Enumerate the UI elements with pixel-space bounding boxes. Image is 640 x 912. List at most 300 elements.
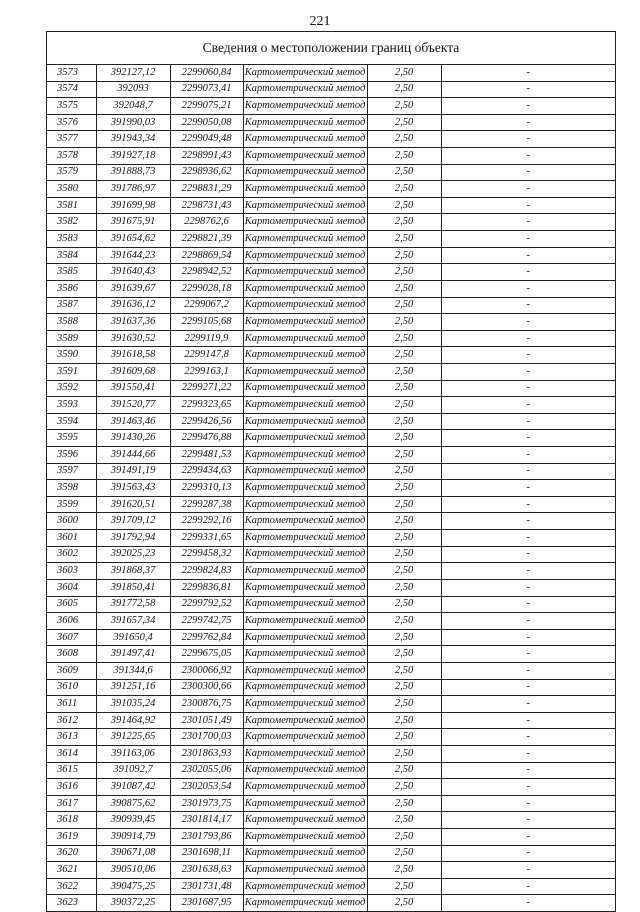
method-cell: Картометрический метод bbox=[243, 795, 367, 812]
description-cell: - bbox=[441, 264, 615, 281]
y-coordinate-cell: 2299028,18 bbox=[170, 280, 243, 297]
description-cell: - bbox=[441, 280, 615, 297]
table-row bbox=[47, 696, 615, 713]
description-cell: - bbox=[441, 662, 615, 679]
description-cell: - bbox=[441, 795, 615, 812]
description-cell: - bbox=[441, 330, 615, 347]
accuracy-cell: 2,50 bbox=[367, 297, 441, 314]
point-number-cell: 3582 bbox=[47, 214, 96, 231]
x-coordinate-cell: 391225,65 bbox=[96, 729, 170, 746]
x-coordinate-cell: 391520,77 bbox=[96, 397, 170, 414]
table-row bbox=[47, 530, 615, 547]
description-cell: - bbox=[441, 164, 615, 181]
method-cell: Картометрический метод bbox=[243, 280, 367, 297]
y-coordinate-cell: 2300300,66 bbox=[170, 679, 243, 696]
method-cell: Картометрический метод bbox=[243, 330, 367, 347]
x-coordinate-cell: 391463,46 bbox=[96, 413, 170, 430]
y-coordinate-cell: 2299476,88 bbox=[170, 430, 243, 447]
y-coordinate-cell: 2299310,13 bbox=[170, 480, 243, 497]
accuracy-cell: 2,50 bbox=[367, 679, 441, 696]
accuracy-cell: 2,50 bbox=[367, 330, 441, 347]
point-number-cell: 3594 bbox=[47, 413, 96, 430]
table-row bbox=[47, 662, 615, 679]
point-number-cell: 3605 bbox=[47, 596, 96, 613]
table-row bbox=[47, 745, 615, 762]
method-cell: Картометрический метод bbox=[243, 613, 367, 630]
method-cell: Картометрический метод bbox=[243, 430, 367, 447]
accuracy-cell: 2,50 bbox=[367, 696, 441, 713]
y-coordinate-cell: 2299049,48 bbox=[170, 131, 243, 148]
description-cell: - bbox=[441, 546, 615, 563]
accuracy-cell: 2,50 bbox=[367, 629, 441, 646]
method-cell: Картометрический метод bbox=[243, 297, 367, 314]
y-coordinate-cell: 2301863,93 bbox=[170, 745, 243, 762]
x-coordinate-cell: 391650,4 bbox=[96, 629, 170, 646]
table-row bbox=[47, 679, 615, 696]
y-coordinate-cell: 2299426,56 bbox=[170, 413, 243, 430]
accuracy-cell: 2,50 bbox=[367, 397, 441, 414]
point-number-cell: 3591 bbox=[47, 363, 96, 380]
x-coordinate-cell: 391444,66 bbox=[96, 447, 170, 464]
method-cell: Картометрический метод bbox=[243, 65, 367, 81]
method-cell: Картометрический метод bbox=[243, 81, 367, 98]
table-row bbox=[47, 845, 615, 862]
coordinates-table-body bbox=[47, 65, 615, 912]
method-cell: Картометрический метод bbox=[243, 380, 367, 397]
x-coordinate-cell: 390372,25 bbox=[96, 895, 170, 912]
description-cell: - bbox=[441, 314, 615, 331]
method-cell: Картометрический метод bbox=[243, 712, 367, 729]
accuracy-cell: 2,50 bbox=[367, 197, 441, 214]
table-row bbox=[47, 280, 615, 297]
y-coordinate-cell: 2299271,22 bbox=[170, 380, 243, 397]
point-number-cell: 3580 bbox=[47, 181, 96, 198]
description-cell: - bbox=[441, 895, 615, 912]
description-cell: - bbox=[441, 430, 615, 447]
description-cell: - bbox=[441, 712, 615, 729]
method-cell: Картометрический метод bbox=[243, 878, 367, 895]
y-coordinate-cell: 2299331,65 bbox=[170, 530, 243, 547]
y-coordinate-cell: 2302053,54 bbox=[170, 779, 243, 796]
table-row bbox=[47, 878, 615, 895]
x-coordinate-cell: 391792,94 bbox=[96, 530, 170, 547]
description-cell: - bbox=[441, 347, 615, 364]
method-cell: Картометрический метод bbox=[243, 131, 367, 148]
description-cell: - bbox=[441, 148, 615, 165]
accuracy-cell: 2,50 bbox=[367, 98, 441, 115]
accuracy-cell: 2,50 bbox=[367, 745, 441, 762]
accuracy-cell: 2,50 bbox=[367, 596, 441, 613]
accuracy-cell: 2,50 bbox=[367, 646, 441, 663]
x-coordinate-cell: 391092,7 bbox=[96, 762, 170, 779]
method-cell: Картометрический метод bbox=[243, 779, 367, 796]
point-number-cell: 3612 bbox=[47, 712, 96, 729]
description-cell: - bbox=[441, 413, 615, 430]
x-coordinate-cell: 391609,68 bbox=[96, 363, 170, 380]
description-cell: - bbox=[441, 496, 615, 513]
accuracy-cell: 2,50 bbox=[367, 613, 441, 630]
y-coordinate-cell: 2299147,8 bbox=[170, 347, 243, 364]
table-row bbox=[47, 81, 615, 98]
method-cell: Картометрический метод bbox=[243, 148, 367, 165]
accuracy-cell: 2,50 bbox=[367, 812, 441, 829]
accuracy-cell: 2,50 bbox=[367, 264, 441, 281]
method-cell: Картометрический метод bbox=[243, 231, 367, 248]
page-number: 221 bbox=[309, 14, 331, 29]
method-cell: Картометрический метод bbox=[243, 363, 367, 380]
table-row bbox=[47, 729, 615, 746]
method-cell: Картометрический метод bbox=[243, 762, 367, 779]
x-coordinate-cell: 391163,06 bbox=[96, 745, 170, 762]
y-coordinate-cell: 2299292,16 bbox=[170, 513, 243, 530]
x-coordinate-cell: 391850,41 bbox=[96, 579, 170, 596]
method-cell: Картометрический метод bbox=[243, 247, 367, 264]
point-number-cell: 3584 bbox=[47, 247, 96, 264]
description-cell: - bbox=[441, 596, 615, 613]
description-cell: - bbox=[441, 363, 615, 380]
table-row bbox=[47, 114, 615, 131]
table-row bbox=[47, 646, 615, 663]
point-number-cell: 3621 bbox=[47, 862, 96, 879]
table-row bbox=[47, 314, 615, 331]
method-cell: Картометрический метод bbox=[243, 463, 367, 480]
x-coordinate-cell: 390875,62 bbox=[96, 795, 170, 812]
point-number-cell: 3592 bbox=[47, 380, 96, 397]
y-coordinate-cell: 2298762,6 bbox=[170, 214, 243, 231]
table-row bbox=[47, 148, 615, 165]
table-row bbox=[47, 264, 615, 281]
description-cell: - bbox=[441, 613, 615, 630]
y-coordinate-cell: 2299287,38 bbox=[170, 496, 243, 513]
method-cell: Картометрический метод bbox=[243, 447, 367, 464]
y-coordinate-cell: 2299050,08 bbox=[170, 114, 243, 131]
point-number-cell: 3603 bbox=[47, 563, 96, 580]
x-coordinate-cell: 391675,91 bbox=[96, 214, 170, 231]
description-cell: - bbox=[441, 181, 615, 198]
description-cell: - bbox=[441, 513, 615, 530]
description-cell: - bbox=[441, 878, 615, 895]
description-cell: - bbox=[441, 297, 615, 314]
point-number-cell: 3597 bbox=[47, 463, 96, 480]
method-cell: Картометрический метод bbox=[243, 662, 367, 679]
description-cell: - bbox=[441, 646, 615, 663]
point-number-cell: 3575 bbox=[47, 98, 96, 115]
table-row bbox=[47, 247, 615, 264]
accuracy-cell: 2,50 bbox=[367, 662, 441, 679]
method-cell: Картометрический метод bbox=[243, 696, 367, 713]
point-number-cell: 3590 bbox=[47, 347, 96, 364]
table-title: Сведения о местоположении границ объекта bbox=[47, 32, 615, 65]
accuracy-cell: 2,50 bbox=[367, 729, 441, 746]
x-coordinate-cell: 391943,34 bbox=[96, 131, 170, 148]
table-row bbox=[47, 397, 615, 414]
y-coordinate-cell: 2298942,52 bbox=[170, 264, 243, 281]
point-number-cell: 3608 bbox=[47, 646, 96, 663]
point-number-cell: 3587 bbox=[47, 297, 96, 314]
y-coordinate-cell: 2299824,83 bbox=[170, 563, 243, 580]
x-coordinate-cell: 391618,58 bbox=[96, 347, 170, 364]
x-coordinate-cell: 391491,19 bbox=[96, 463, 170, 480]
accuracy-cell: 2,50 bbox=[367, 114, 441, 131]
y-coordinate-cell: 2302055,06 bbox=[170, 762, 243, 779]
table-row bbox=[47, 579, 615, 596]
description-cell: - bbox=[441, 397, 615, 414]
method-cell: Картометрический метод bbox=[243, 197, 367, 214]
table-row bbox=[47, 779, 615, 796]
x-coordinate-cell: 391497,41 bbox=[96, 646, 170, 663]
table-row bbox=[47, 862, 615, 879]
x-coordinate-cell: 391636,12 bbox=[96, 297, 170, 314]
y-coordinate-cell: 2301687,95 bbox=[170, 895, 243, 912]
x-coordinate-cell: 391620,51 bbox=[96, 496, 170, 513]
point-number-cell: 3606 bbox=[47, 613, 96, 630]
accuracy-cell: 2,50 bbox=[367, 878, 441, 895]
point-number-cell: 3581 bbox=[47, 197, 96, 214]
point-number-cell: 3615 bbox=[47, 762, 96, 779]
x-coordinate-cell: 391990,03 bbox=[96, 114, 170, 131]
y-coordinate-cell: 2298991,43 bbox=[170, 148, 243, 165]
point-number-cell: 3583 bbox=[47, 231, 96, 248]
accuracy-cell: 2,50 bbox=[367, 81, 441, 98]
table-row bbox=[47, 330, 615, 347]
table-row bbox=[47, 197, 615, 214]
y-coordinate-cell: 2299434,63 bbox=[170, 463, 243, 480]
description-cell: - bbox=[441, 563, 615, 580]
table-row bbox=[47, 65, 615, 81]
accuracy-cell: 2,50 bbox=[367, 148, 441, 165]
description-cell: - bbox=[441, 447, 615, 464]
point-number-cell: 3593 bbox=[47, 397, 96, 414]
method-cell: Картометрический метод bbox=[243, 480, 367, 497]
y-coordinate-cell: 2299073,41 bbox=[170, 81, 243, 98]
accuracy-cell: 2,50 bbox=[367, 779, 441, 796]
table-row bbox=[47, 829, 615, 846]
y-coordinate-cell: 2299762,84 bbox=[170, 629, 243, 646]
method-cell: Картометрический метод bbox=[243, 397, 367, 414]
accuracy-cell: 2,50 bbox=[367, 181, 441, 198]
method-cell: Картометрический метод bbox=[243, 314, 367, 331]
method-cell: Картометрический метод bbox=[243, 214, 367, 231]
accuracy-cell: 2,50 bbox=[367, 65, 441, 81]
y-coordinate-cell: 2299836,81 bbox=[170, 579, 243, 596]
description-cell: - bbox=[441, 480, 615, 497]
method-cell: Картометрический метод bbox=[243, 845, 367, 862]
table-row bbox=[47, 447, 615, 464]
accuracy-cell: 2,50 bbox=[367, 380, 441, 397]
y-coordinate-cell: 2299105,68 bbox=[170, 314, 243, 331]
point-number-cell: 3577 bbox=[47, 131, 96, 148]
description-cell: - bbox=[441, 696, 615, 713]
description-cell: - bbox=[441, 862, 615, 879]
y-coordinate-cell: 2301638,63 bbox=[170, 862, 243, 879]
point-number-cell: 3614 bbox=[47, 745, 96, 762]
point-number-cell: 3618 bbox=[47, 812, 96, 829]
x-coordinate-cell: 390510,06 bbox=[96, 862, 170, 879]
point-number-cell: 3622 bbox=[47, 878, 96, 895]
accuracy-cell: 2,50 bbox=[367, 214, 441, 231]
accuracy-cell: 2,50 bbox=[367, 480, 441, 497]
method-cell: Картометрический метод bbox=[243, 530, 367, 547]
x-coordinate-cell: 391772,58 bbox=[96, 596, 170, 613]
y-coordinate-cell: 2298821,39 bbox=[170, 231, 243, 248]
point-number-cell: 3596 bbox=[47, 447, 96, 464]
point-number-cell: 3579 bbox=[47, 164, 96, 181]
x-coordinate-cell: 391786,97 bbox=[96, 181, 170, 198]
method-cell: Картометрический метод bbox=[243, 895, 367, 912]
method-cell: Картометрический метод bbox=[243, 579, 367, 596]
x-coordinate-cell: 391644,23 bbox=[96, 247, 170, 264]
accuracy-cell: 2,50 bbox=[367, 895, 441, 912]
x-coordinate-cell: 390671,08 bbox=[96, 845, 170, 862]
table-row bbox=[47, 712, 615, 729]
description-cell: - bbox=[441, 845, 615, 862]
description-cell: - bbox=[441, 530, 615, 547]
x-coordinate-cell: 391550,41 bbox=[96, 380, 170, 397]
y-coordinate-cell: 2301731,48 bbox=[170, 878, 243, 895]
description-cell: - bbox=[441, 729, 615, 746]
method-cell: Картометрический метод bbox=[243, 513, 367, 530]
description-cell: - bbox=[441, 131, 615, 148]
description-cell: - bbox=[441, 114, 615, 131]
accuracy-cell: 2,50 bbox=[367, 314, 441, 331]
description-cell: - bbox=[441, 762, 615, 779]
accuracy-cell: 2,50 bbox=[367, 347, 441, 364]
point-number-cell: 3599 bbox=[47, 496, 96, 513]
description-cell: - bbox=[441, 829, 615, 846]
point-number-cell: 3574 bbox=[47, 81, 96, 98]
accuracy-cell: 2,50 bbox=[367, 496, 441, 513]
point-number-cell: 3601 bbox=[47, 530, 96, 547]
table-row bbox=[47, 596, 615, 613]
description-cell: - bbox=[441, 812, 615, 829]
accuracy-cell: 2,50 bbox=[367, 862, 441, 879]
x-coordinate-cell: 391657,34 bbox=[96, 613, 170, 630]
boundary-coordinates-sheet bbox=[46, 31, 616, 912]
point-number-cell: 3576 bbox=[47, 114, 96, 131]
x-coordinate-cell: 392127,12 bbox=[96, 65, 170, 81]
description-cell: - bbox=[441, 65, 615, 81]
x-coordinate-cell: 390475,25 bbox=[96, 878, 170, 895]
table-row bbox=[47, 98, 615, 115]
table-row bbox=[47, 795, 615, 812]
description-cell: - bbox=[441, 380, 615, 397]
accuracy-cell: 2,50 bbox=[367, 579, 441, 596]
point-number-cell: 3613 bbox=[47, 729, 96, 746]
y-coordinate-cell: 2299067,2 bbox=[170, 297, 243, 314]
point-number-cell: 3623 bbox=[47, 895, 96, 912]
table-row bbox=[47, 496, 615, 513]
method-cell: Картометрический метод bbox=[243, 413, 367, 430]
x-coordinate-cell: 391927,18 bbox=[96, 148, 170, 165]
x-coordinate-cell: 391639,67 bbox=[96, 280, 170, 297]
x-coordinate-cell: 392093 bbox=[96, 81, 170, 98]
method-cell: Картометрический метод bbox=[243, 546, 367, 563]
description-cell: - bbox=[441, 745, 615, 762]
x-coordinate-cell: 391344,6 bbox=[96, 662, 170, 679]
table-row bbox=[47, 363, 615, 380]
y-coordinate-cell: 2299481,53 bbox=[170, 447, 243, 464]
coordinates-table bbox=[47, 65, 615, 912]
point-number-cell: 3604 bbox=[47, 579, 96, 596]
y-coordinate-cell: 2299163,1 bbox=[170, 363, 243, 380]
point-number-cell: 3589 bbox=[47, 330, 96, 347]
accuracy-cell: 2,50 bbox=[367, 463, 441, 480]
table-row bbox=[47, 513, 615, 530]
y-coordinate-cell: 2298831,29 bbox=[170, 181, 243, 198]
method-cell: Картометрический метод bbox=[243, 114, 367, 131]
table-row bbox=[47, 164, 615, 181]
table-row bbox=[47, 629, 615, 646]
accuracy-cell: 2,50 bbox=[367, 762, 441, 779]
method-cell: Картометрический метод bbox=[243, 646, 367, 663]
point-number-cell: 3602 bbox=[47, 546, 96, 563]
y-coordinate-cell: 2299060,84 bbox=[170, 65, 243, 81]
x-coordinate-cell: 391699,98 bbox=[96, 197, 170, 214]
x-coordinate-cell: 391464,92 bbox=[96, 712, 170, 729]
table-row bbox=[47, 231, 615, 248]
x-coordinate-cell: 391563,43 bbox=[96, 480, 170, 497]
description-cell: - bbox=[441, 679, 615, 696]
point-number-cell: 3600 bbox=[47, 513, 96, 530]
table-row bbox=[47, 812, 615, 829]
y-coordinate-cell: 2300876,75 bbox=[170, 696, 243, 713]
y-coordinate-cell: 2299075,21 bbox=[170, 98, 243, 115]
table-row bbox=[47, 380, 615, 397]
table-row bbox=[47, 480, 615, 497]
method-cell: Картометрический метод bbox=[243, 563, 367, 580]
table-row bbox=[47, 762, 615, 779]
x-coordinate-cell: 391709,12 bbox=[96, 513, 170, 530]
table-row bbox=[47, 347, 615, 364]
description-cell: - bbox=[441, 214, 615, 231]
description-cell: - bbox=[441, 231, 615, 248]
table-row bbox=[47, 546, 615, 563]
method-cell: Картометрический метод bbox=[243, 164, 367, 181]
y-coordinate-cell: 2299119,9 bbox=[170, 330, 243, 347]
method-cell: Картометрический метод bbox=[243, 347, 367, 364]
y-coordinate-cell: 2301793,86 bbox=[170, 829, 243, 846]
accuracy-cell: 2,50 bbox=[367, 413, 441, 430]
table-row bbox=[47, 181, 615, 198]
description-cell: - bbox=[441, 98, 615, 115]
y-coordinate-cell: 2298731,43 bbox=[170, 197, 243, 214]
point-number-cell: 3573 bbox=[47, 65, 96, 81]
x-coordinate-cell: 391430,26 bbox=[96, 430, 170, 447]
y-coordinate-cell: 2301973,75 bbox=[170, 795, 243, 812]
accuracy-cell: 2,50 bbox=[367, 430, 441, 447]
y-coordinate-cell: 2301700,03 bbox=[170, 729, 243, 746]
method-cell: Картометрический метод bbox=[243, 812, 367, 829]
description-cell: - bbox=[441, 629, 615, 646]
table-row bbox=[47, 563, 615, 580]
description-cell: - bbox=[441, 779, 615, 796]
method-cell: Картометрический метод bbox=[243, 729, 367, 746]
y-coordinate-cell: 2299675,05 bbox=[170, 646, 243, 663]
point-number-cell: 3616 bbox=[47, 779, 96, 796]
method-cell: Картометрический метод bbox=[243, 496, 367, 513]
description-cell: - bbox=[441, 247, 615, 264]
accuracy-cell: 2,50 bbox=[367, 845, 441, 862]
x-coordinate-cell: 390914,79 bbox=[96, 829, 170, 846]
method-cell: Картометрический метод bbox=[243, 596, 367, 613]
point-number-cell: 3609 bbox=[47, 662, 96, 679]
x-coordinate-cell: 391630,52 bbox=[96, 330, 170, 347]
table-row bbox=[47, 463, 615, 480]
y-coordinate-cell: 2301814,17 bbox=[170, 812, 243, 829]
x-coordinate-cell: 391637,36 bbox=[96, 314, 170, 331]
point-number-cell: 3595 bbox=[47, 430, 96, 447]
point-number-cell: 3598 bbox=[47, 480, 96, 497]
